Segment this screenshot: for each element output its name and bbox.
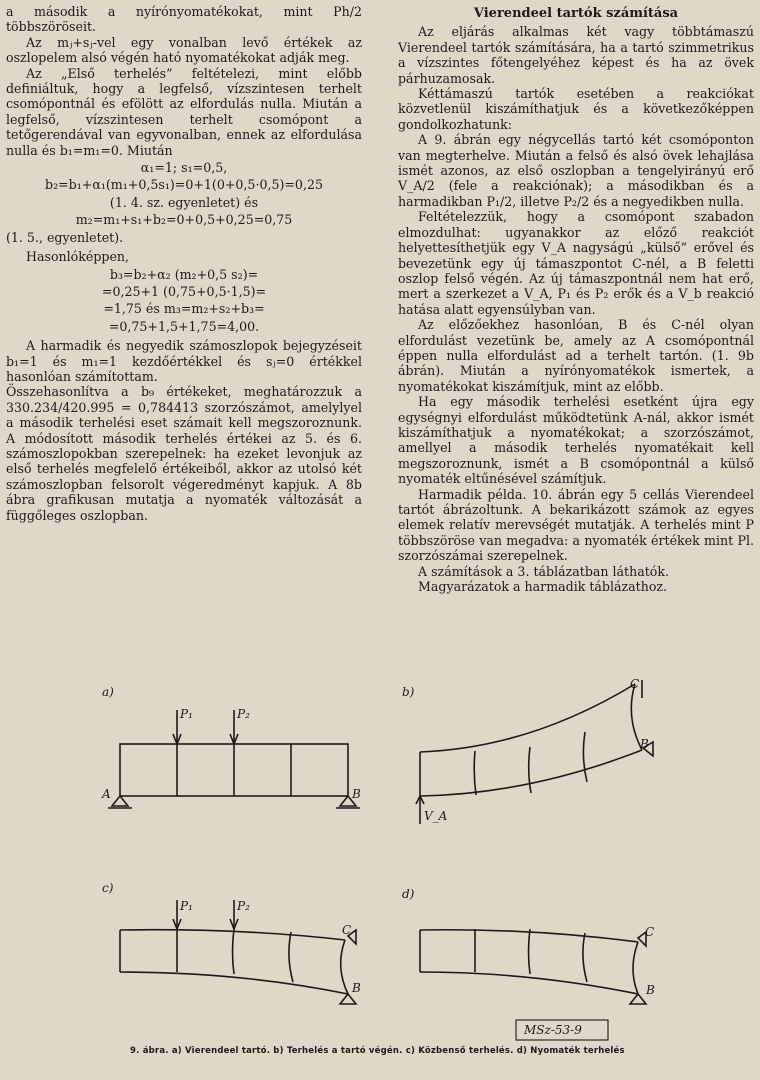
diagram-b — [416, 680, 653, 824]
equation: b₂=b₁+α₁(m₁+0,5s₁)=0+1(0+0,5·0,5)=0,25 — [45, 177, 323, 193]
paragraph: Magyarázatok a harmadik táblázathoz. — [418, 579, 668, 595]
node-label-c: C — [645, 925, 655, 939]
paragraph: A 9. ábrán egy négycellás tartó két csomóponton van megterhelve. Miután a felső és alsó övek lehajlása ismét azonos, az első oszlopban a tengelyirányú erő V_A/2 (fele a reakciónak); a másodikban és a harmadikban P₁/2, illetve P₂/2 és a negyedikben nulla. — [398, 132, 754, 209]
paragraph: A számítások a 3. táblázatban láthatók. — [418, 563, 670, 579]
load-label-p2: P₂ — [237, 707, 250, 721]
paragraph: Harmadik példa. 10. ábrán egy 5 cellás Vierendeel tartót ábrázoltunk. A bekarikázott számok az egyes elemek relatív merevségét mutatják. A terhelés mint P többszöröse van megadva: a nyomaték értékek mint Pl. szorzószámai szerepelnek. — [398, 486, 754, 564]
equation: b₃=b₂+α₂ (m₂+0,5 s₂)= — [109, 266, 259, 282]
diagram-a — [108, 710, 360, 808]
paragraph: Összehasonlítva a b₉ értékeket, meghatározzuk a 330.234/420.995 = 0,784413 szorzószámot, amelylyel a második terhelési eset számait kell megszoroznunk. A módosított második terhelés értékei az 5. és 6. számoszlopokban szerepelnek: ha ezeket levonjuk az első terhelés megfelelő értékeiből, akkor az utolsó két számoszlopban felsorolt végeredményt kapjuk. A 8b ábra grafikusan mutatja a nyomaték változását a függőleges oszlopban. — [6, 384, 362, 523]
column — [583, 732, 587, 782]
paragraph: Az mⱼ+sⱼ-vel egy vonalban levő értékek az oszlopelem alsó végén ható nyomatékokat adják meg. — [6, 34, 362, 66]
node-label-b: B — [352, 787, 361, 801]
diagram-c — [120, 900, 356, 1004]
equation-note: (1. 4. sz. egyenletet) és — [109, 194, 259, 210]
equation: =1,75 és m₃=m₂+s₂+b₃= — [103, 301, 265, 317]
column — [633, 942, 638, 994]
paragraph: A harmadik és negyedik számoszlopok bejegyzéseit b₁=1 és m₁=1 kezdőértékkel és sⱼ=0 értékkel hasonlóan számítottam. — [6, 338, 362, 384]
section-title: Vierendeel tartók számítása — [473, 6, 679, 21]
node-label-c: C — [342, 923, 352, 937]
node-label-b: B — [352, 981, 361, 995]
paragraph: Ha egy második terhelési esetként újra egy egységnyi elfordulást működtetünk A-nál, akkor ismét kiszámíthatjuk a nyomatékokat; a szorzószámot, amellyel a második terhelés nyomatékait kell megszoroznunk, ismét a B csomópontnál a külső nyomaték eltűnésével számítjuk. — [398, 394, 754, 487]
label-c: c) — [102, 881, 114, 895]
figure-9 — [90, 672, 690, 1052]
load-label-p1: P₁ — [180, 899, 193, 913]
node-label-b: B — [640, 737, 649, 751]
equation-note: (1. 5., egyenletet). — [6, 229, 124, 245]
paragraph: Az eljárás alkalmas két vagy többtámaszú Vierendeel tartók számítására, ha a tartó szimmetrikus a vízszintes főtengelyéhez képest és ha az övek párhuzamosak. — [398, 24, 754, 86]
column — [474, 751, 476, 795]
bottom-chord — [420, 972, 638, 994]
figure-caption: 9. ábra. a) Vierendeel tartó. b) Terhelés a tartó végén. c) Közbenső terhelés. d) Nyomaték terhelés — [130, 1046, 625, 1056]
equation: =0,25+1 (0,75+0,5·1,5)= — [101, 283, 267, 299]
node-label-c: C — [630, 677, 640, 691]
label-b: b) — [402, 685, 415, 699]
paragraph: Az „Első terhelés” feltételezi, mint előbb definiáltuk, hogy a legfelső, vízszintesen terhelt csomópontnál és efölött az elfordulás nulla. Miután a legfelső, vízszintesen terhelt csomópont a tetőgerendával van egyvonalban, ennek az elfordulása nulla és b₁=m₁=0. Miután — [6, 65, 362, 158]
column — [529, 929, 531, 974]
support-b — [630, 994, 646, 1004]
label-a: a) — [102, 685, 114, 699]
right-column — [398, 4, 754, 594]
paragraph: Az előzőekhez hasonlóan, B és C-nél olyan elfordulást vezetünk be, amely az A csomópontnál éppen nulla elfordulást ad a terhelt tartón. (1. 9b ábrán). Miután a nyírónyomatékok ismertek, a nyomatékokat kiszámítjuk, mint az előbb. — [398, 317, 754, 394]
top-chord — [420, 684, 635, 752]
paragraph: Feltételezzük, hogy a csomópont szabadon elmozdulhat: ugyanakkor az előző reakciót helyettesíthetjük egy V_A nagyságú „külső” erővel és bevezetünk egy új támaszpontot C-nél, a B feletti oszlop felső végén. Az új támaszpontnál nem hat erő, mert a szerkezet a V_A, P₁ és P₂ erők és a V_b reakció hatása alatt egyensúlyban van. — [398, 209, 754, 317]
stamp-text: MSz-53-9 — [524, 1023, 582, 1037]
support-a — [112, 796, 128, 806]
label-d: d) — [402, 887, 415, 901]
load-label-p2: P₂ — [237, 899, 250, 913]
support-b — [340, 994, 356, 1004]
paragraph: a második a nyírónyomatékokat, mint Ph/2 többszöröseit. — [6, 4, 362, 35]
paragraph: Hasonlóképpen, — [26, 249, 130, 265]
diagram-d — [420, 929, 646, 1004]
bottom-chord — [120, 972, 348, 994]
equation: m₂=m₁+s₁+b₂=0+0,5+0,25=0,75 — [75, 212, 293, 228]
column — [529, 747, 531, 793]
column — [289, 932, 293, 982]
column — [583, 933, 587, 982]
equation: =0,75+1,5+1,75=4,00. — [108, 318, 260, 334]
load-label-p1: P₁ — [180, 707, 193, 721]
equation: α₁=1; s₁=0,5, — [140, 160, 228, 176]
node-label-b: B — [646, 983, 655, 997]
node-label-a: A — [102, 787, 111, 801]
left-column — [6, 4, 362, 523]
reaction-label: V_A — [424, 809, 448, 823]
paragraph: Kéttámaszú tartók esetében a reakciókat közvetlenül kiszámíthatjuk és a következőképpen gondolkozhatunk: — [398, 86, 754, 132]
column — [233, 929, 235, 974]
column — [341, 940, 348, 994]
